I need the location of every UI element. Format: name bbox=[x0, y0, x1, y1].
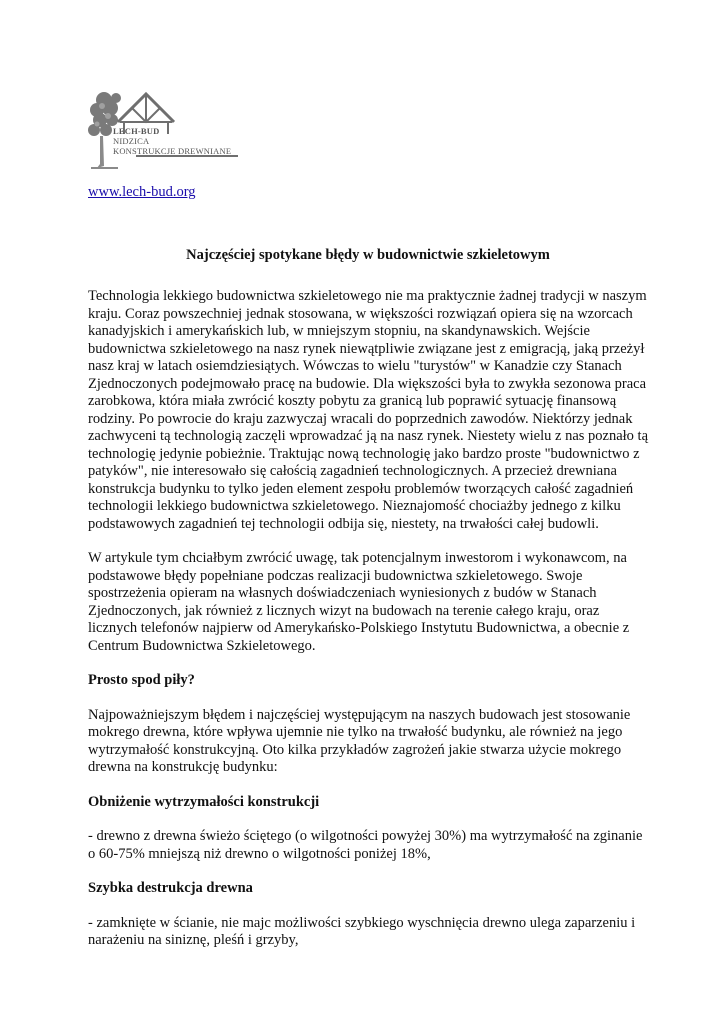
section-heading-1: Prosto spod piły? bbox=[88, 672, 195, 688]
company-logo bbox=[88, 86, 248, 172]
document-page bbox=[88, 86, 648, 950]
section-heading-2: Obniżenie wytrzymałości konstrukcji bbox=[88, 793, 320, 810]
section-body-3: - zamknięte w ścianie, nie majc możliwości szybkiego wyschnięcia drewno ulega zaparzeniu i narażeniu na siniznę, pleśń i grzyby, bbox=[88, 914, 636, 948]
website-link[interactable]: www.lech-bud.org bbox=[88, 184, 196, 200]
section-heading-3: Szybka destrukcja drewna bbox=[88, 880, 253, 896]
section-body-1: Najpoważniejszym błędem i najczęściej występującym na naszych budowach jest stosowanie mokrego drewna, które wpływa ujemnie nie tylko na trwałość budynku, ale również na jego wytrzymałość konstrukcyjną. Oto kilka przykładów zagrożeń jakie stwarza użycie mokrego drewna na konstrukcję budynku: bbox=[88, 706, 631, 775]
section-body-2: - drewno z drewna świeżo ściętego (o wilgotności powyżej 30%) ma wytrzymałość na zginanie o 60-75% mniejszą niż drewno o wilgotności poniżej 18%, bbox=[88, 828, 643, 862]
intro-paragraph-1: Technologia lekkiego budownictwa szkieletowego nie ma praktycznie żadnej tradycji w naszym kraju. Coraz powszechniej jednak stosowana, w większości rozwiązań opiera się na wzorcach kanadyjskich i amerykańskich lub, w mniejszym stopniu, na skandynawskich. Wejście budownictwa szkieletowego na nasz rynek niewątpliwie związane jest z emigracją, jaką przeżył nasz kraj w latach osiemdziesiątych. Wówczas to wielu "turystów" w Kanadzie czy Stanach Zjednoczonych podejmowało pracę na budowie. Dla większości była to zwykła sezonowa praca zarobkowa, która miała zwrócić koszty pobytu za granicą lub poprawić sytuację finansową rodziny. Po powrocie do kraju zazwyczaj wracali do poprzednich zawodów. Niektórzy jednak zachwyceni tą technologią zaczęli wprowadzać ją na nasz rynek. Niestety wielu z nas poznało tą technologię jedynie pobieżnie. Traktując nową technologię jako bardzo proste "budownictwo z patyków", nie interesowało się całością zagadnień technologicznych. A przecież drewniana konstrukcja budynku to tylko jeden element zespołu problemów tworzących całość zagadnień technologii lekkiego budownictwa szkieletowego. Nieznajomość chociażby jednego z kilku podstawowych zagadnień tej technologii odbija się, niestety, na trwałości całej budowli. bbox=[88, 288, 649, 532]
tree-house-icon bbox=[88, 86, 248, 172]
logo-line-2: NIDZICA bbox=[113, 136, 150, 146]
article-title: Najczęściej spotykane błędy w budownictwie szkieletowym bbox=[186, 247, 550, 263]
intro-paragraph-2: W artykule tym chciałbym zwrócić uwagę, tak potencjalnym inwestorom i wykonawcom, na podstawowe błędy popełniane podczas realizacji budownictwa szkieletowego. Swoje spostrzeżenia opieram na własnych doświadczeniach wyniesionych z budów w Stanach Zjednoczonych, jak również z licznych wizyt na budowach na terenie całego kraju, oraz licznych telefonów najpierw od Amerykańsko-Polskiego Instytutu Budownictwa, a obecnie z Centrum Budownictwa Szkieletowego. bbox=[88, 550, 630, 654]
logo-line-3: KONSTRUKCJE DREWNIANE bbox=[113, 146, 232, 156]
logo-line-1: LECH-BUD bbox=[113, 126, 160, 136]
